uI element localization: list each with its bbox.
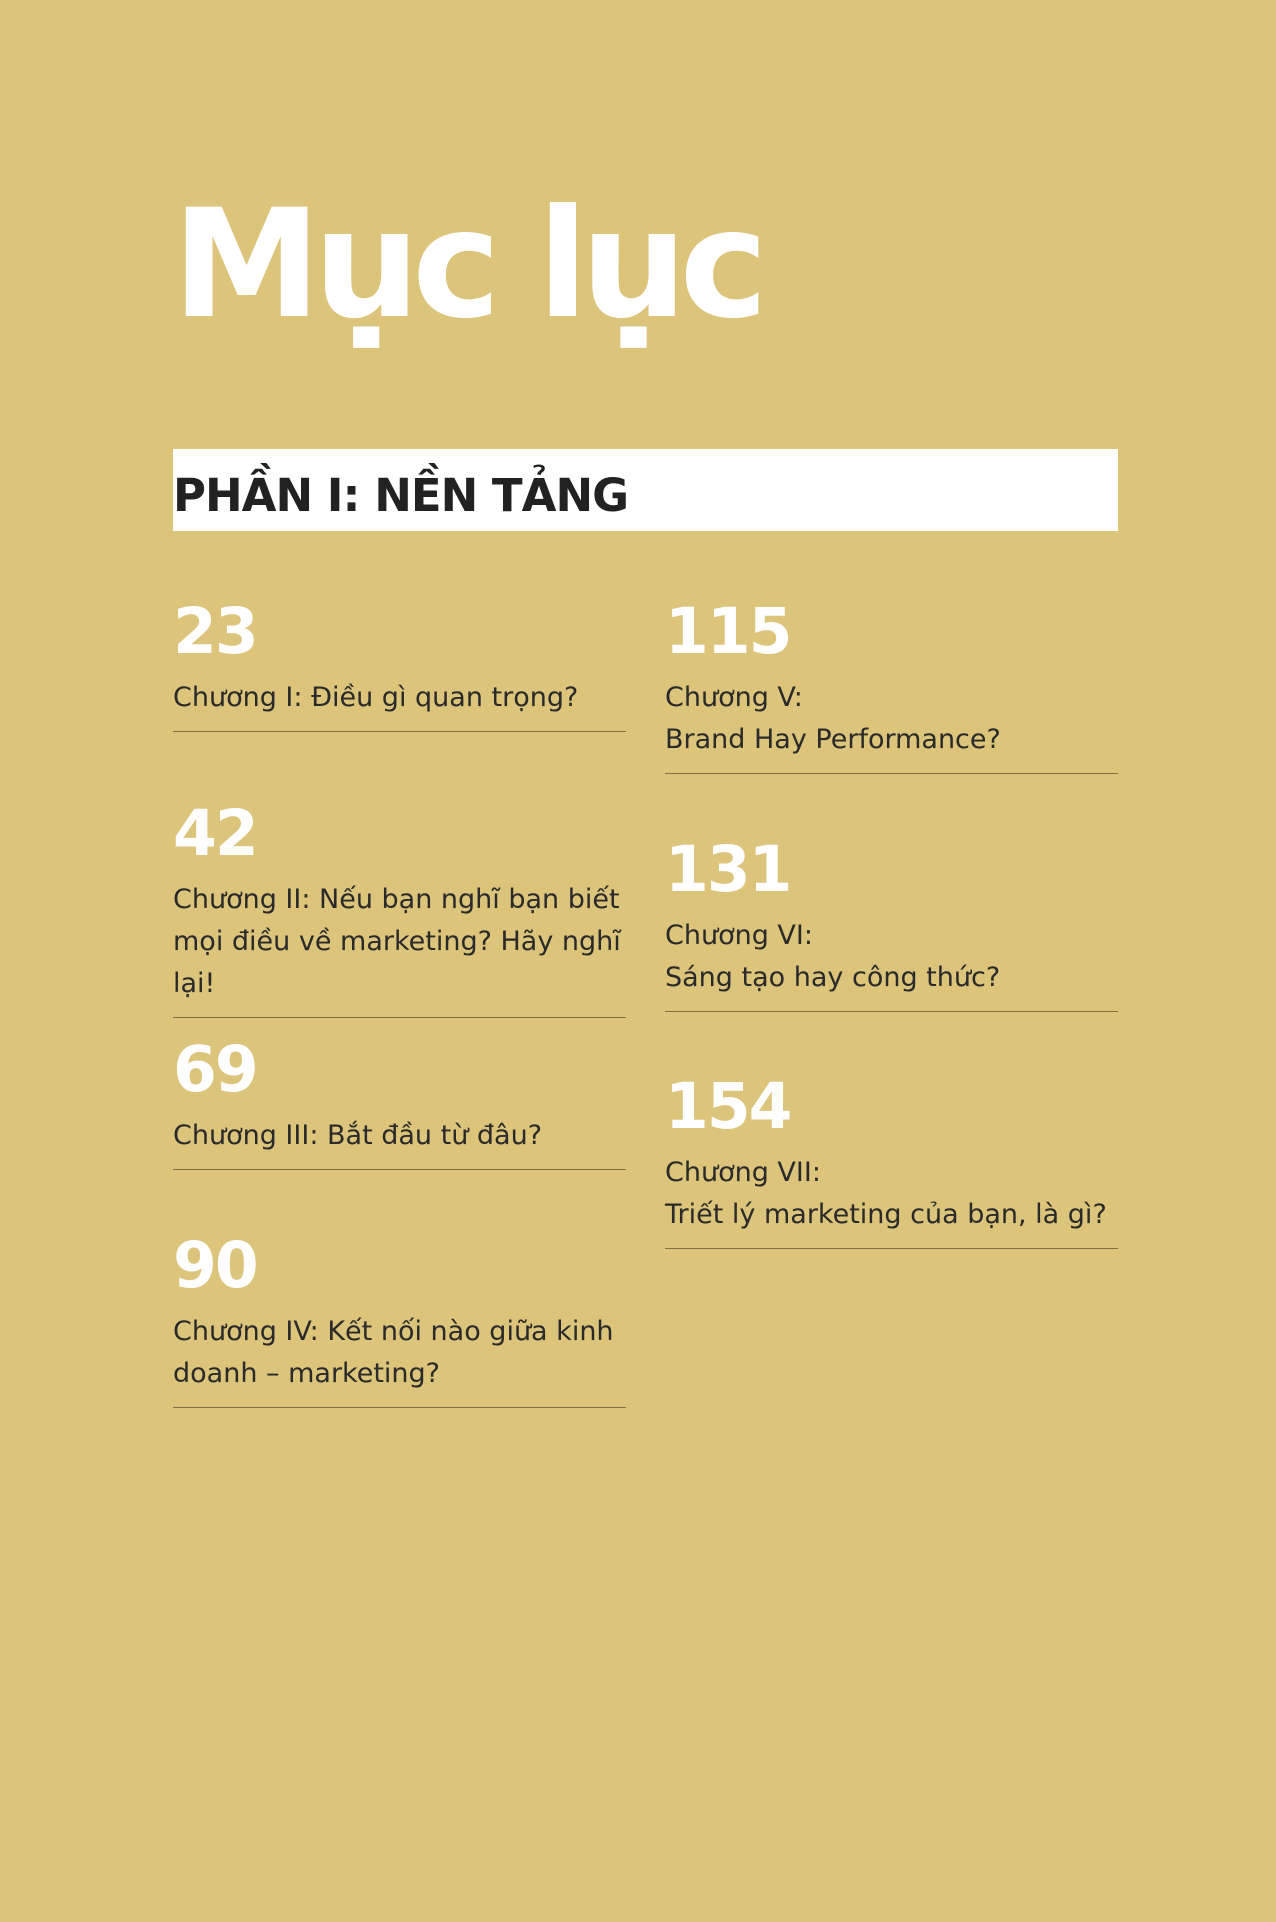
toc-chapter-title: Chương II: Nếu bạn nghĩ bạn biết mọi điều về marketing? Hãy nghĩ lại! <box>173 884 621 999</box>
toc-page-number: 69 <box>173 1033 257 1106</box>
toc-entry[interactable] <box>665 1070 1118 1249</box>
toc-entry[interactable] <box>173 797 626 1018</box>
part-title: PHẦN I: NỀN TẢNG <box>173 468 629 522</box>
toc-chapter-title: Chương VII: Triết lý marketing của bạn, là gì? <box>665 1157 1107 1230</box>
toc-entry[interactable] <box>173 595 626 732</box>
toc-page-number: 23 <box>173 595 257 668</box>
toc-chapter-title: Chương III: Bắt đầu từ đâu? <box>173 1120 543 1151</box>
page-title: Mục lục <box>172 178 761 352</box>
toc-page-number: 154 <box>665 1070 791 1143</box>
toc-chapter-title: Chương VI: Sáng tạo hay công thức? <box>665 920 1001 993</box>
toc-entry[interactable] <box>173 1229 626 1408</box>
toc-entry[interactable] <box>665 595 1118 774</box>
toc-chapter-title: Chương I: Điều gì quan trọng? <box>173 682 579 713</box>
part-banner <box>173 449 1118 531</box>
toc-entry[interactable] <box>665 833 1118 1012</box>
toc-entry[interactable] <box>173 1033 626 1170</box>
toc-chapter-title: Chương IV: Kết nối nào giữa kinh doanh – marketing? <box>173 1316 614 1389</box>
toc-page-number: 42 <box>173 797 257 870</box>
toc-chapter-title: Chương V: Brand Hay Performance? <box>665 682 1001 755</box>
toc-page-number: 90 <box>173 1229 257 1302</box>
toc-page-number: 131 <box>665 833 791 906</box>
toc-page-number: 115 <box>665 595 791 668</box>
